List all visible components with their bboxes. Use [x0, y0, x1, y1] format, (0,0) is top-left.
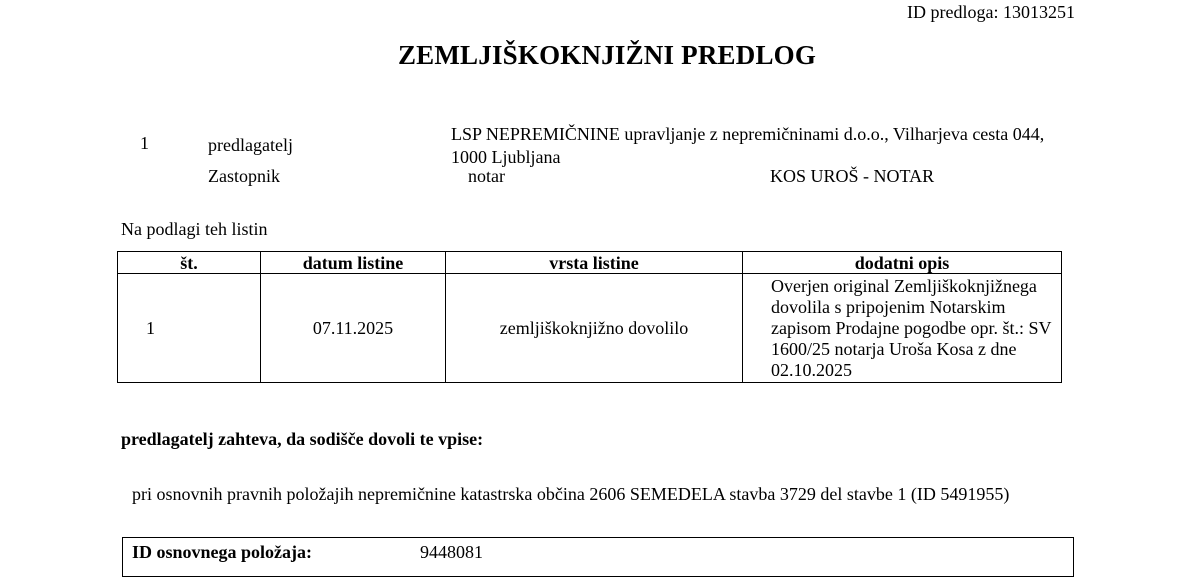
column-header-description: dodatni opis: [743, 252, 1062, 274]
column-header-type: vrsta listine: [446, 252, 743, 274]
applicant-name: LSP NEPREMIČNINE upravljanje z nepremičninami d.o.o., Vilharjeva cesta 044, 1000 Ljubljana: [451, 124, 1045, 167]
representative-label: Zastopnik: [208, 166, 280, 186]
property-description: pri osnovnih pravnih položajih nepremičnine katastrska občina 2606 SEMEDELA stavba 3729 del stavbe 1 (ID 5491955): [132, 484, 1010, 504]
column-header-number: št.: [118, 252, 261, 274]
page-title: ZEMLJIŠKOKNJIŽNI PREDLOG: [397, 40, 817, 70]
representative-name: KOS UROŠ - NOTAR: [770, 166, 935, 186]
table-row: [118, 274, 1062, 383]
representative-type: notar: [468, 166, 505, 186]
applicant-role: predlagatelj: [208, 135, 293, 155]
basic-position-label: ID osnovnega položaja:: [132, 542, 313, 562]
cell-number: 1: [118, 274, 261, 383]
cell-date: 07.11.2025: [261, 274, 446, 383]
documents-table: [117, 251, 1062, 383]
cell-description: Overjen original Zemljiškoknjižnega dovolila s pripojenim Notarskim zapisom Prodajne pogodbe opr. št.: SV 1600/25 notarja Uroša Kosa z dne 02.10.2025: [743, 274, 1062, 383]
document-id: ID predloga: 13013251: [907, 2, 1075, 22]
applicant-number: 1: [140, 133, 149, 153]
cell-type: zemljiškoknjižno dovolilo: [446, 274, 743, 383]
request-heading: predlagatelj zahteva, da sodišče dovoli te vpise:: [121, 429, 484, 449]
basic-position-value: 9448081: [420, 542, 483, 562]
column-header-date: datum listine: [261, 252, 446, 274]
basis-intro: Na podlagi teh listin: [121, 219, 268, 239]
table-header-row: [118, 252, 1062, 274]
